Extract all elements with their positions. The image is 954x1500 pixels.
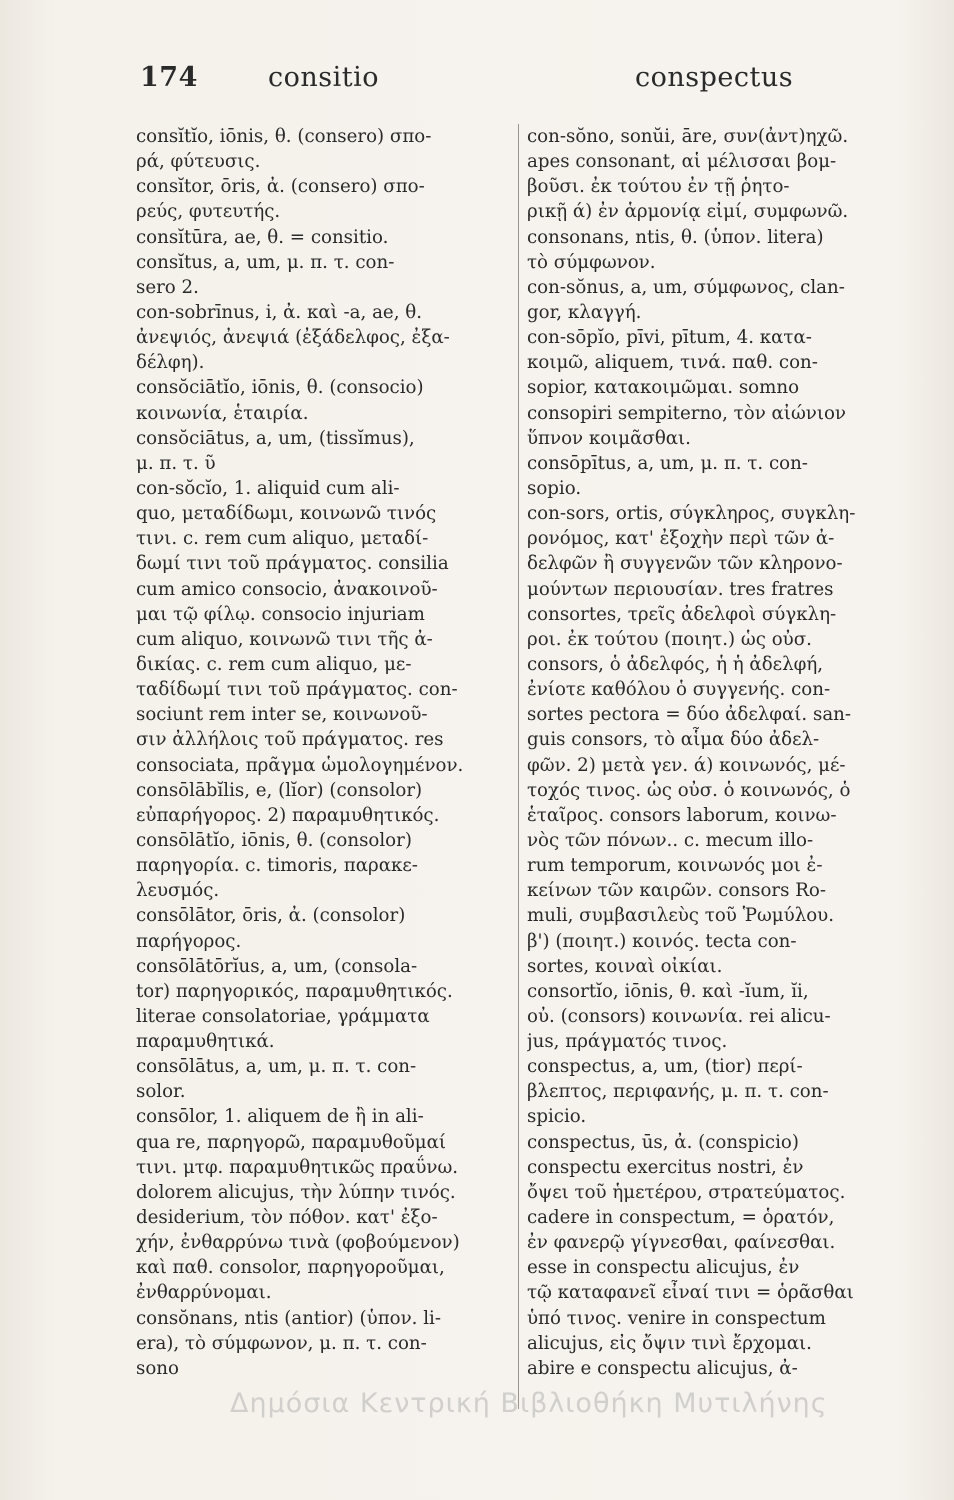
- dictionary-line: con-sors, ortis, σύγκληρος, συγκλη-: [527, 503, 856, 525]
- dictionary-line: μούντων περιουσίαν. tres fratres: [527, 578, 834, 600]
- dictionary-line: consors, ὁ ἀδελφός, ἡ ἡ ἀδελφή,: [527, 653, 824, 675]
- dictionary-line: cum aliquo, κοινωνῶ τινι τῆς ἀ-: [136, 628, 433, 650]
- page-header: [140, 62, 794, 102]
- dictionary-line: consŏciātĭo, iōnis, θ. (consocio): [136, 377, 424, 399]
- dictionary-line: ἐνθαρρύνομαι.: [136, 1282, 272, 1304]
- dictionary-line: σιν ἀλλήλοις τοῦ πράγματος. res: [136, 729, 444, 751]
- dictionary-line: κοιμῶ, aliquem, τινά. παθ. con-: [527, 352, 818, 374]
- dictionary-line: φῶν. 2) μετὰ γεν. ά) κοινωνός, μέ-: [527, 754, 846, 776]
- dictionary-line: τινι. c. rem cum aliquo, μεταδί-: [136, 528, 429, 550]
- dictionary-line: τῷ καταφανεῖ εἶναί τινι = ὁρᾶσθαι: [527, 1282, 854, 1304]
- dictionary-line: qua re, παρηγορῶ, παραμυθοῦμαί: [136, 1131, 447, 1153]
- dictionary-line: sortes, κοιναὶ οἰκίαι.: [527, 955, 723, 977]
- dictionary-line: consortes, τρεῖς ἀδελφοὶ σύγκλη-: [527, 603, 837, 625]
- dictionary-line: consōlātus, a, um, μ. π. τ. con-: [136, 1056, 417, 1078]
- dictionary-line: consŏnans, ntis (antior) (ὑπον. li-: [136, 1307, 442, 1329]
- dictionary-line: consōlor, 1. aliquem de ἢ in ali-: [136, 1106, 424, 1128]
- dictionary-line: consortĭo, iōnis, θ. καὶ -ĭum, ĭi,: [527, 980, 809, 1002]
- dictionary-line: ρονόμος, κατ' ἐξοχὴν περὶ τῶν ἀ-: [527, 528, 835, 550]
- dictionary-line: consĭtĭo, iōnis, θ. (consero) σπο-: [136, 126, 432, 147]
- dictionary-line: ἀνεψιός, ἀνεψιά (ἐξάδελφος, ἐξα-: [136, 327, 450, 349]
- dictionary-line: spicio.: [527, 1106, 587, 1128]
- dictionary-line: ρικῇ ά) ἐν ἁρμονίᾳ εἰμί, συμφωνῶ.: [527, 201, 849, 223]
- dictionary-line: βλεπτος, περιφανής, μ. π. τ. con-: [527, 1081, 829, 1103]
- dictionary-line: consociata, πρᾶγμα ὡμολογημένον.: [136, 754, 464, 776]
- dictionary-line: sopio.: [527, 477, 582, 499]
- dictionary-line: ἐν φανερῷ γίγνεσθαι, φαίνεσθαι.: [527, 1232, 836, 1254]
- dictionary-line: καὶ παθ. consolor, παρηγοροῦμαι,: [136, 1257, 445, 1279]
- page-number: 174: [140, 62, 198, 93]
- dictionary-line: ὕπνον κοιμᾶσθαι.: [527, 427, 691, 449]
- dictionary-line: sopior, κατακοιμῶμαι. somno: [527, 377, 800, 399]
- dictionary-line: sero 2.: [136, 276, 199, 298]
- dictionary-line: consōlābĭlis, e, (lĭor) (consolor): [136, 779, 423, 801]
- dictionary-line: gor, κλαγγή.: [527, 301, 642, 323]
- dictionary-line: conspectu exercitus nostri, ἐν: [527, 1156, 804, 1178]
- dictionary-line: τὸ σύμφωνον.: [527, 251, 656, 273]
- dictionary-line: consōlātor, ōris, ἀ. (consolor): [136, 905, 406, 927]
- dictionary-line: consŏciātus, a, um, (tissĭmus),: [136, 427, 415, 449]
- dictionary-line: consĭtūra, ae, θ. = consitio.: [136, 226, 389, 248]
- dictionary-line: τινι. μτφ. παραμυθητικῶς πραΰνω.: [136, 1156, 459, 1178]
- dictionary-line: abire e conspectu alicujus, ἀ-: [527, 1357, 798, 1379]
- dictionary-line: παρήγορος.: [136, 930, 242, 952]
- dictionary-line: consōpītus, a, um, μ. π. τ. con-: [527, 452, 808, 474]
- dictionary-line: ροι. ἐκ τούτου (ποιητ.) ὡς οὐσ.: [527, 628, 812, 650]
- dictionary-line: consĭtus, a, um, μ. π. τ. con-: [136, 251, 395, 273]
- dictionary-line: ἑταῖρος. consors laborum, κοινω-: [527, 804, 837, 826]
- dictionary-line: ὄψει τοῦ ἡμετέρου, στρατεύματος.: [527, 1181, 846, 1203]
- dictionary-line: χήν, ἐνθαρρύνω τινὰ (φοβούμενον): [136, 1232, 460, 1254]
- dictionary-line: δελφῶν ἢ συγγενῶν τῶν κληρονο-: [527, 553, 843, 575]
- dictionary-line: cadere in conspectum, = ὁρατόν,: [527, 1207, 835, 1229]
- dictionary-line: κείνων τῶν καιρῶν. consors Ro-: [527, 880, 827, 902]
- dictionary-line: μ. π. τ. ῦ: [136, 452, 216, 474]
- dictionary-line: apes consonant, αἱ μέλισσαι βομ-: [527, 151, 837, 173]
- dictionary-line: δικίας. c. rem cum aliquo, με-: [136, 653, 412, 675]
- left-column: [136, 124, 514, 1381]
- dictionary-line: consopiri sempiterno, τὸν αἰώνιον: [527, 402, 846, 424]
- dictionary-line: sortes pectora = δύο ἀδελφαί. san-: [527, 704, 852, 726]
- dictionary-line: δωμί τινι τοῦ πράγματος. consilia: [136, 553, 449, 575]
- running-head-left: consitio: [268, 62, 379, 93]
- dictionary-line: consonans, ntis, θ. (ὑπον. litera): [527, 226, 824, 248]
- dictionary-line: alicujus, εἰς ὄψιν τινὶ ἔρχομαι.: [527, 1332, 812, 1354]
- dictionary-line: jus, πράγματός τινος.: [527, 1031, 728, 1053]
- dictionary-line: conspectus, a, um, (tior) περί-: [527, 1056, 803, 1078]
- dictionary-line: sociunt rem inter se, κοινωνοῦ-: [136, 704, 428, 726]
- dictionary-line: παραμυθητικά.: [136, 1031, 275, 1053]
- dictionary-line: ὑπό τινος. venire in conspectum: [527, 1307, 826, 1329]
- dictionary-line: dolorem alicujus, τὴν λύπην τινός.: [136, 1181, 456, 1203]
- dictionary-line: μαι τῷ φίλῳ. consocio injuriam: [136, 603, 425, 625]
- right-column: [527, 124, 912, 1381]
- dictionary-line: consōlātōrĭus, a, um, (consola-: [136, 955, 418, 977]
- dictionary-line: λευσμός.: [136, 880, 220, 902]
- dictionary-line: νὸς τῶν πόνων.. c. mecum illo-: [527, 829, 814, 851]
- dictionary-line: οὐ. (consors) κοινωνία. rei alicu-: [527, 1005, 831, 1027]
- dictionary-line: κοινωνία, ἑταιρία.: [136, 402, 309, 424]
- dictionary-line: παρηγορία. c. timoris, παρακε-: [136, 855, 418, 877]
- dictionary-line: solor.: [136, 1081, 186, 1103]
- dictionary-line: con-sŏno, sonŭi, āre, συν(ἀντ)ηχῶ.: [527, 126, 849, 147]
- dictionary-line: rum temporum, κοινωνός μοι ἐ-: [527, 855, 823, 877]
- dictionary-line: con-sōpĭo, pīvi, pītum, 4. κατα-: [527, 327, 812, 349]
- dictionary-line: εὐπαρήγορος. 2) παραμυθητικός.: [136, 804, 440, 826]
- dictionary-line: ρά, φύτευσις.: [136, 151, 261, 173]
- dictionary-line: consĭtor, ōris, ἀ. (consero) σπο-: [136, 176, 425, 198]
- dictionary-line: conspectus, ūs, ἀ. (conspicio): [527, 1131, 799, 1153]
- dictionary-line: τοχός τινος. ὡς οὐσ. ὁ κοινωνός, ὁ: [527, 779, 851, 801]
- dictionary-line: muli, συμβασιλεὺς τοῦ Ῥωμύλου.: [527, 905, 835, 927]
- dictionary-line: con-sŏcĭo, 1. aliquid cum ali-: [136, 477, 400, 499]
- dictionary-line: cum amico consocio, ἀνακοινοῦ-: [136, 578, 438, 600]
- dictionary-line: ρεύς, φυτευτής.: [136, 201, 281, 223]
- dictionary-line: guis consors, τὸ αἷμα δύο ἀδελ-: [527, 729, 820, 751]
- library-watermark: Δημόσια Κεντρική Βιβλιοθήκη Μυτιλήνης: [230, 1388, 828, 1419]
- dictionary-line: era), τὸ σύμφωνον, μ. π. τ. con-: [136, 1332, 427, 1354]
- dictionary-line: ταδίδωμί τινι τοῦ πράγματος. con-: [136, 679, 458, 701]
- dictionary-line: ἐνίοτε καθόλου ὁ συγγενής. con-: [527, 679, 831, 701]
- dictionary-line: consōlātĭo, iōnis, θ. (consolor): [136, 829, 412, 851]
- dictionary-line: con-sŏnus, a, um, σύμφωνος, clan-: [527, 276, 845, 298]
- running-head-right: conspectus: [635, 62, 794, 93]
- column-divider: [518, 124, 519, 1409]
- dictionary-line: βοῦσι. ἐκ τούτου ἐν τῇ ῥητο-: [527, 176, 790, 198]
- dictionary-line: literae consolatoriae, γράμματα: [136, 1005, 430, 1027]
- dictionary-line: tor) παρηγορικός, παραμυθητικός.: [136, 980, 453, 1002]
- dictionary-line: β') (ποιητ.) κοινός. tecta con-: [527, 930, 797, 952]
- dictionary-line: esse in conspectu alicujus, ἐν: [527, 1257, 800, 1279]
- dictionary-line: con-sobrīnus, i, ἀ. καὶ -a, ae, θ.: [136, 301, 422, 323]
- dictionary-line: δέλφη).: [136, 352, 205, 374]
- dictionary-line: sono: [136, 1357, 179, 1379]
- dictionary-line: quo, μεταδίδωμι, κοινωνῶ τινός: [136, 503, 437, 525]
- dictionary-line: desiderium, τὸν πόθον. κατ' ἐξο-: [136, 1207, 438, 1229]
